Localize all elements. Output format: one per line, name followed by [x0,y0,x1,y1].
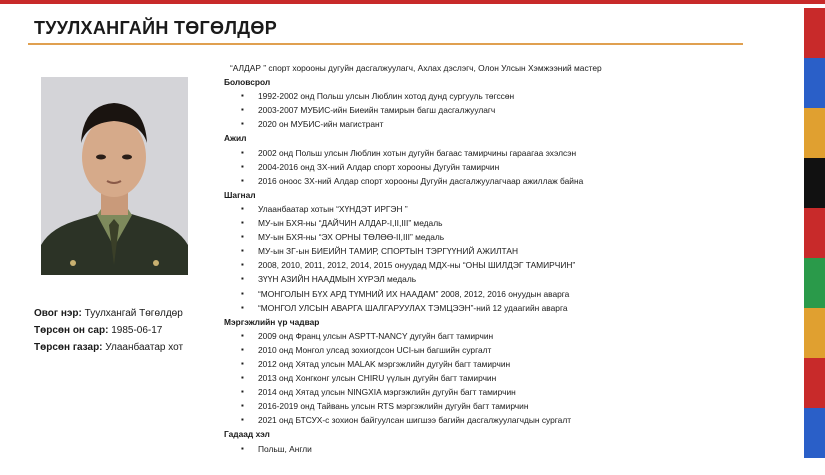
page-title: ТУУЛХАНГАЙН ТӨГӨЛДӨР [34,18,278,38]
list-item: ▪ Польш, Англи [224,442,794,456]
color-stripe [804,158,825,208]
section-list [224,329,794,428]
color-stripe [804,258,825,308]
list-item: ▪ 2016-2019 онд Тайвань улсын RTS мэргэжлийн дугуйн багт тамирчин [224,399,794,413]
list-item: ▪ 2010 онд Монгол улсад зохиогдсон UCI-ын багшийн сургалт [224,343,794,357]
list-item: ▪ 2021 онд БТСУХ-с зохион байгуулсан шигшээ багийн дасгалжуулагчдын сургалт [224,413,794,427]
section-heading: Боловсрол [224,77,271,88]
resume-sections [224,75,794,456]
portrait-photo [41,77,188,275]
bio-row [34,339,183,356]
bio-label: Төрсөн он сар: [34,325,109,336]
bio-value: 1985-06-17 [111,325,163,336]
personal-info [34,305,183,356]
list-item: ▪ 2002 онд Польш улсын Люблин хотын дугуйн багаас тамирчины гараагаа эхэлсэн [224,146,794,160]
list-item: ▪ 2009 онд Франц улсын ASPTT-NANCY дугуйн багт тамирчин [224,329,794,343]
list-item: ▪ 2008, 2010, 2011, 2012, 2014, 2015 онуудад МДХ-ны “ОНЫ ШИЛДЭГ ТАМИРЧИН” [224,258,794,272]
list-item: ▪ 2020 он МУБИС-ийн магистрант [224,117,794,131]
bio-label: Төрсөн газар: [34,342,103,353]
list-item: ▪ “МОНГОЛЫН БҮХ АРД ТҮМНИЙ ИХ НААДАМ” 2008, 2012, 2016 онуудын аварга [224,287,794,301]
bio-value: Туулхангай Төгөлдөр [84,308,183,319]
list-item: ▪ Улаанбаатар хотын “ХҮНДЭТ ИРГЭН ” [224,202,794,216]
color-stripe [804,58,825,108]
list-item: ▪ 2016 оноос ЗХ-ний Алдар спорт хорооны Дугуйн дасгалжуулагчаар ажиллаж байна [224,174,794,188]
intro-text: “АЛДАР ” спорт хорооны дугуйн дасгалжуулагч, Ахлах дэслэгч, Олон Улсын Хэмжээний мастер [230,63,602,73]
list-item: ▪ ЗҮҮН АЗИЙН НААДМЫН ХҮРЭЛ медаль [224,272,794,286]
list-item: ▪ МУ-ын БХЯ-ны “ДАЙЧИН АЛДАР-I,II,III” медаль [224,216,794,230]
bio-value: Улаанбаатар хот [105,342,184,353]
section-heading: Шагнал [224,189,256,200]
list-item: ▪ 2012 онд Хятад улсын MALAK мэргэжлийн дугуйн багт тамирчин [224,357,794,371]
section-list [224,89,794,131]
color-stripe [804,208,825,258]
list-item: ▪ 2003-2007 МУБИС-ийн Биеийн тамирын багш дасгалжуулагч [224,103,794,117]
bio-row [34,305,183,322]
color-stripe [804,8,825,58]
color-stripe [804,358,825,408]
bio-row [34,322,183,339]
resume-content [224,61,794,456]
color-stripes [804,8,825,475]
section-heading: Ажил [224,133,247,144]
section-heading: Мэргэжлийн үр чадвар [224,316,320,327]
person-portrait-icon [41,77,188,275]
title-underline [28,43,743,45]
bio-label: Овог нэр: [34,308,82,319]
list-item: ▪ МУ-ын ЗГ-ын БИЕИЙН ТАМИР, СПОРТЫН ТЭРГҮҮНИЙ АЖИЛТАН [224,244,794,258]
list-item: ▪ 2013 онд Хонгконг улсын CHIRU үүлын дугуйн багт тамирчин [224,371,794,385]
color-stripe [804,108,825,158]
list-item: ▪ МУ-ын БХЯ-ны “ЭХ ОРНЫ ТӨЛӨӨ-II,III” медаль [224,230,794,244]
section-list [224,202,794,315]
color-stripe [804,308,825,358]
list-item: ▪ “МОНГОЛ УЛСЫН АВАРГА ШАЛГАРУУЛАХ ТЭМЦЭЭН”-ний 12 удаагийн аварга [224,301,794,315]
list-item: ▪ 2004-2016 онд ЗХ-ний Алдар спорт хорооны Дугуйн тамирчин [224,160,794,174]
section-list [224,146,794,188]
section-list [224,442,794,456]
list-item: ▪ 1992-2002 онд Польш улсын Люблин хотод дунд сургууль төгссөн [224,89,794,103]
list-item: ▪ 2014 онд Хятад улсын NINGXIA мэргэжлийн дугуйн багт тамирчин [224,385,794,399]
color-stripe [804,408,825,458]
section-heading: Гадаад хэл [224,429,270,440]
